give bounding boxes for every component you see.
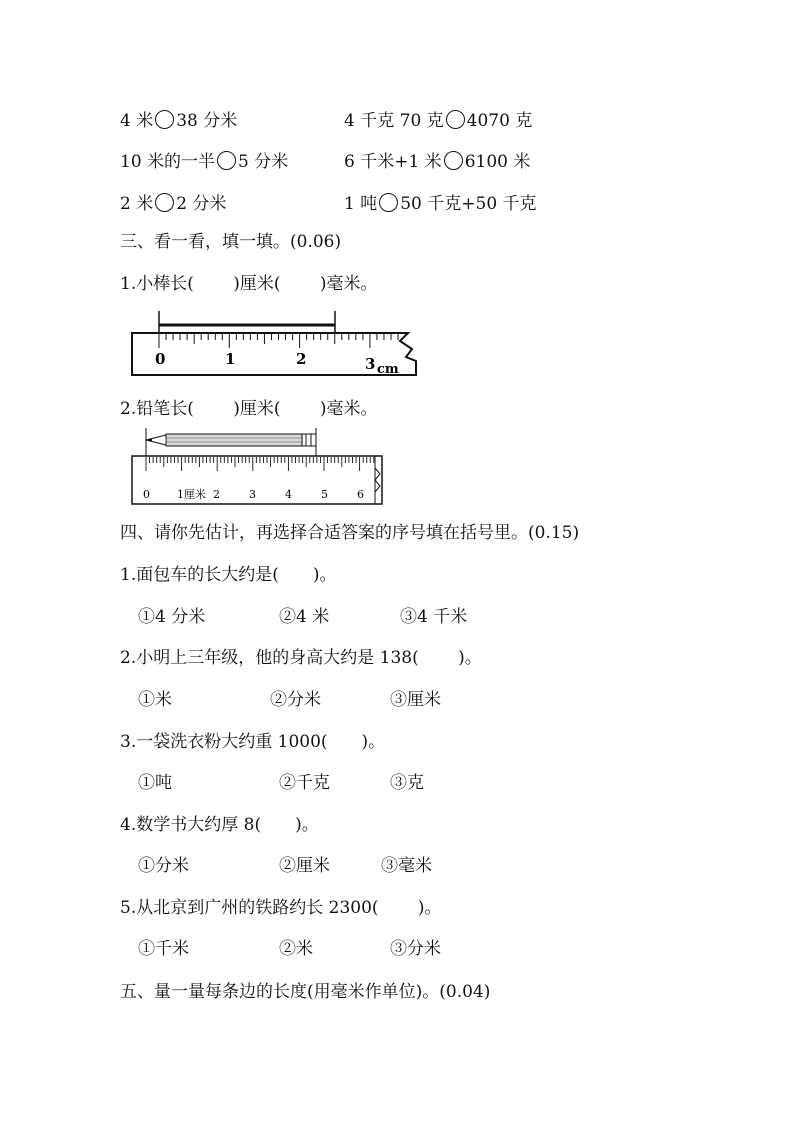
option-text: ③毫米 bbox=[381, 856, 432, 876]
compare-text: 50 千克+50 千克 bbox=[400, 194, 537, 214]
ruler-label: 3 bbox=[249, 488, 256, 501]
compare-circle[interactable] bbox=[379, 193, 398, 212]
question-text: 5.从北京到广州的铁路约长 2300( )。 bbox=[120, 898, 442, 918]
ruler-label: 0 bbox=[143, 488, 150, 501]
ruler-body bbox=[132, 456, 382, 504]
ruler-with-stick bbox=[130, 305, 422, 379]
option-text: ②分米 bbox=[270, 690, 321, 710]
question-text: 1.面包车的长大约是( )。 bbox=[120, 565, 337, 585]
compare-text: 10 米的一半 bbox=[120, 152, 216, 172]
ruler-label: 1厘米 bbox=[177, 488, 206, 501]
option-text: ③4 千米 bbox=[400, 607, 468, 627]
option-text: ①米 bbox=[138, 690, 172, 710]
option-text: ③厘米 bbox=[390, 690, 441, 710]
compare-text: 1 吨 bbox=[344, 194, 378, 214]
ruler-label: 2 bbox=[213, 488, 220, 501]
question-stick-length: 1.小棒长( )厘米( )毫米。 bbox=[120, 274, 378, 294]
compare-circle[interactable] bbox=[155, 193, 174, 212]
option-text: ①千米 bbox=[138, 939, 189, 959]
option-text: ②4 米 bbox=[279, 607, 330, 627]
ruler-label: 0 bbox=[155, 350, 166, 368]
question-text: 4.数学书大约厚 8( )。 bbox=[120, 815, 319, 835]
compare-circle[interactable] bbox=[446, 110, 465, 129]
question-text: 2.小明上三年级，他的身高大约是 138( )。 bbox=[120, 648, 482, 668]
compare-text: 2 米 bbox=[120, 194, 154, 214]
section-4-title: 四、请你先估计，再选择合适答案的序号填在括号里。(0.15) bbox=[120, 523, 580, 543]
compare-text: 5 分米 bbox=[238, 152, 289, 172]
compare-row-3-left bbox=[120, 193, 226, 215]
pencil bbox=[146, 434, 316, 446]
section-3-title: 三、看一看，填一填。(0.06) bbox=[120, 232, 342, 252]
compare-text: 4 米 bbox=[120, 111, 154, 131]
compare-text: 6100 米 bbox=[464, 152, 531, 172]
option-text: ①分米 bbox=[138, 856, 189, 876]
option-text: ②米 bbox=[279, 939, 313, 959]
compare-circle[interactable] bbox=[217, 151, 236, 170]
question-pencil-length: 2.铅笔长( )厘米( )毫米。 bbox=[120, 399, 378, 419]
compare-row-2-right bbox=[344, 151, 530, 173]
option-text: ②厘米 bbox=[279, 856, 330, 876]
compare-row-2-left bbox=[120, 151, 288, 173]
section-5-title: 五、量一量每条边的长度(用毫米作单位)。(0.04) bbox=[120, 982, 491, 1002]
ruler-label: 5 bbox=[321, 488, 328, 501]
option-text: ③克 bbox=[390, 773, 424, 793]
ruler-label: 4 bbox=[285, 488, 292, 501]
ruler-label: 2 bbox=[296, 350, 307, 368]
compare-row-3-right bbox=[344, 193, 537, 215]
compare-circle[interactable] bbox=[155, 110, 174, 129]
ruler-label: 6 bbox=[357, 488, 364, 501]
compare-text: 4 千克 70 克 bbox=[344, 111, 444, 131]
question-text: 3.一袋洗衣粉大约重 1000( )。 bbox=[120, 732, 386, 752]
ruler-with-pencil bbox=[130, 428, 386, 510]
compare-circle[interactable] bbox=[444, 151, 463, 170]
option-text: ①吨 bbox=[138, 773, 172, 793]
compare-text: 38 分米 bbox=[176, 111, 238, 131]
compare-row-1-right bbox=[344, 110, 532, 132]
ruler-unit: cm bbox=[377, 362, 399, 377]
compare-row-1-left bbox=[120, 110, 237, 132]
option-text: ②千克 bbox=[279, 773, 330, 793]
option-text: ①4 分米 bbox=[138, 607, 206, 627]
option-text: ③分米 bbox=[390, 939, 441, 959]
ruler-label: 3 bbox=[365, 355, 376, 373]
compare-text: 4070 克 bbox=[466, 111, 533, 131]
ruler-label: 1 bbox=[225, 350, 236, 368]
compare-text: 6 千米+1 米 bbox=[344, 152, 442, 172]
compare-text: 2 分米 bbox=[176, 194, 227, 214]
